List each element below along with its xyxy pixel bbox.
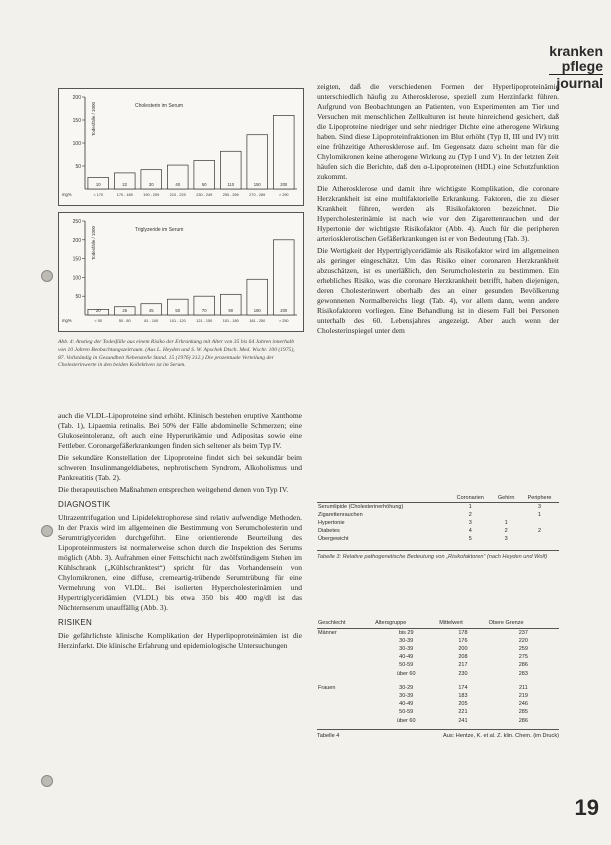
table3-header: Periphere [520, 494, 559, 503]
x-tick-label: 50 - 80 [118, 319, 131, 323]
right-column [317, 82, 559, 338]
diagnostik-heading: DIAGNOSTIK [58, 500, 111, 509]
table4-row [317, 637, 559, 645]
table4-row [317, 692, 559, 700]
table4-cell: 176 [458, 637, 468, 644]
table4-header: Obere Grenze [488, 618, 559, 629]
chart-title: Triglyzeride im Serum [135, 227, 184, 233]
x-tick-label: 210 - 229 [169, 193, 186, 197]
table4-row [317, 709, 559, 717]
bar-value-label: 25 [122, 308, 128, 313]
table4-row [317, 645, 559, 653]
bar-value-label: 110 [227, 182, 235, 187]
x-tick-label: 250 - 269 [222, 193, 239, 197]
binder-hole-top [41, 270, 53, 282]
table4-cell: 246 [518, 701, 528, 708]
x-tick-label: < 50 [94, 319, 102, 323]
bar-value-label: 180 [253, 308, 261, 313]
bar-value-label: 70 [201, 308, 207, 313]
table4-cell: 286 [518, 717, 528, 724]
x-axis-label: mg% [62, 318, 72, 323]
table3-row [317, 511, 559, 519]
table3-cell: 1 [504, 519, 508, 526]
bar-value-label: 40 [175, 182, 181, 187]
table4-cell: 219 [518, 692, 528, 699]
table4-cell: 275 [518, 654, 528, 661]
chart-triglycerides-svg [59, 213, 303, 331]
x-tick-label: 151 - 180 [222, 319, 239, 323]
masthead-line-2: pflege [561, 58, 603, 74]
left-paragraph-3: Die therapeutischen Maßnahmen entsprechen weitgehend denen von Typ IV. [58, 485, 289, 494]
table4-group-label: Männer [318, 629, 337, 636]
x-tick-label: > 250 [278, 319, 289, 323]
diagnostik-text: Ultrazentrifugation und Lipidelektrophorese sind relativ aufwendige Methoden. In der Praxis wird im allgemeinen die Bestimmung von Serumcholesterin und Serumtriglyceriden durchgeführt. Eine orientierende Beurteilung des Lipoproteinmusters ist normalerweise schon durch die Inspektion des Serums möglich (Abb. 3). Aufrahmen einer Fettschicht nach zwölfstündigem Stehen im Kühlschrank („Kühlschranktest“) spricht für das Vorhandensein von Chylomikronen, eine diffuse, cremeartig-trübende Serumtrübung für eine Vermehrung von VLDL. Bei isolierten Hypercholesterinämien und Hypertriglyceridämien (VLDL) bis etwa 350 bis 400 mg/dl ist das Nüchternserum unauffällig (Abb. 3). [58, 513, 302, 612]
chart-cholesterol-svg [59, 89, 303, 205]
table4-cell: 205 [458, 701, 468, 708]
bar-value-label: 90 [228, 308, 234, 313]
y-axis-label: Todesfälle / 1000 [91, 225, 96, 261]
table3-cell [520, 536, 559, 544]
table4-cell: 183 [458, 692, 468, 699]
table4-cell: über 60 [396, 717, 416, 724]
table4-cell: 178 [458, 629, 468, 636]
table4-cell: 30-39 [399, 692, 414, 699]
x-tick-label: > 290 [278, 193, 289, 197]
x-tick-label: 270 - 289 [249, 193, 266, 197]
x-tick-label: 170 - 189 [116, 193, 133, 197]
y-tick-label: 150 [72, 256, 81, 263]
right-paragraph-3: Die Wertigkeit der Hypertriglyceridämie als Risikofaktor wird im allgemeinen als geringer eingeschätzt. Um das Risiko einer coronaren Herzkrankheit abzuschätzen, ist es unerläßlich, den Serumcholesterin zu bestimmen. Ein erhebliches Risiko, was die coronare Herzkrankheit betrifft, haben diejenigen, deren Cholesterinwert oberhalb des an einer gesunden Bevölkerung gewonnenen Normalbereichs liegt (Tab. 4), vor allem dann, wenn andere Risikofaktoren vorliegen. Eine Behandlung ist in diesem Fall bei Personen unterhalb des 60. Lebensjahres angezeigt. Aber auch wenn der Cholesterinspiegel unter dem [317, 246, 559, 335]
table3-cell [492, 503, 520, 512]
table4-row [317, 629, 559, 638]
y-tick-label: 150 [72, 118, 81, 124]
bar [247, 135, 268, 189]
bar-value-label: 22 [122, 182, 128, 187]
table4-cell: 221 [458, 709, 468, 716]
table3-cell [520, 519, 559, 527]
binder-hole-bottom [41, 775, 53, 787]
risiken-heading: RISIKEN [58, 618, 93, 627]
table4-cell: 217 [458, 662, 468, 669]
x-tick-label: 190 - 209 [143, 193, 160, 197]
bar-value-label: 30 [148, 182, 154, 187]
table3-row [317, 503, 559, 512]
table4-row [317, 717, 559, 725]
table3-row [317, 519, 559, 527]
y-axis-label: Todesfälle / 1000 [91, 101, 96, 137]
table4-cell: 30-29 [399, 684, 414, 691]
table4-cell: 211 [518, 684, 528, 691]
table-cholesterol-norms [317, 618, 559, 739]
table3-cell: 4 [468, 528, 472, 535]
table4-cell: 30-39 [399, 637, 414, 644]
figure-caption: Abb. 4: Anstieg der Todesfälle aus einem Risiko der Erkrankung mit Alter von 35 bis 64 Jahren innerhalb von 10 Jahren Beobachtungszeitraum. (Aus L. Heyden und S. W. Apschek Dtsch. Med. Wschr. 100 (1975), 87. Vollständig in Gesundheit Nebenstelle Stand. 15 (1976) 312.) Die prozentuale Verteilung der Cholesterinwerte in den beiden Kollektiven ist im Serum. [58, 339, 295, 369]
table4-cell: 200 [458, 645, 468, 652]
table4-row [317, 684, 559, 692]
table3-header: Coronarien [448, 494, 492, 503]
table4-cell: 259 [518, 645, 528, 652]
x-tick-label: < 170 [93, 193, 104, 197]
y-tick-label: 200 [72, 237, 81, 244]
table4-cell: 237 [518, 629, 528, 636]
masthead-line-3: journal [549, 74, 603, 91]
table3-cell: Übergewicht [318, 536, 349, 543]
x-axis-label: mg% [62, 192, 72, 197]
x-tick-label: 81 - 100 [144, 319, 159, 323]
table4-cell: 30-39 [399, 645, 414, 652]
table3-cell: 3 [538, 503, 542, 510]
chart-title: Cholesterin im Serum [135, 103, 184, 109]
table4-row [317, 654, 559, 662]
y-tick-label: 50 [75, 294, 81, 301]
table3-cell: 2 [538, 528, 542, 535]
bar-value-label: 50 [201, 182, 207, 187]
y-tick-label: 50 [75, 164, 81, 170]
table3-row [317, 536, 559, 544]
chart-cholesterol [58, 88, 304, 206]
table4-header: Mittelwert [438, 618, 487, 629]
bar-value-label: 20 [95, 308, 101, 313]
table4-cell: über 60 [396, 670, 416, 677]
table4-row [317, 662, 559, 670]
table-risk-factors [317, 494, 559, 562]
bar-value-label: 200 [280, 308, 288, 313]
table4-cell: 208 [458, 654, 468, 661]
risiken-text: Die gefährlichste klinische Komplikation der Hyperlipoproteinämien ist die Herzinfarkt. Die klinische Erfahrung und epidemiologische Untersuchungen [58, 631, 302, 650]
table4-caption-source: Aus: Hentze, K. et al. Z. klin. Chem. (im Druck) [443, 733, 559, 740]
left-paragraph-1: auch die VLDL-Lipoproteine sind erhöht. Klinisch bestehen eruptive Xanthome (Tab. 1), Lipaemia retinalis. Bei 50% der Fälle abdominelle Schmerzen; eine Glukoseintoleranz, oft auch eine Hyperurikämie und Adipositas sowie eine Fettleber. Coronargefäßerkrankungen finden sich seltener als beim Typ IV. [58, 411, 302, 450]
bar-value-label: 45 [148, 308, 154, 313]
table3-cell: Diabetes [318, 528, 340, 535]
table3-header [317, 494, 448, 503]
table4-cell: 40-49 [399, 701, 414, 708]
table3-cell: 3 [468, 519, 472, 526]
x-tick-label: 121 - 150 [196, 319, 213, 323]
table4-row [317, 701, 559, 709]
table3-cell: 2 [504, 528, 508, 535]
bar-value-label: 150 [253, 182, 261, 187]
table3-cell: 2 [468, 511, 472, 518]
table3-cell: 1 [468, 503, 472, 510]
table4-caption-label: Tabelle 4 [317, 733, 340, 740]
bar [273, 240, 294, 315]
bar [273, 115, 294, 189]
table4-cell: 283 [518, 670, 528, 677]
table3-cell [492, 511, 520, 519]
table4-cell: 174 [458, 684, 468, 691]
table4-group-label: Frauen [318, 684, 336, 691]
y-tick-label: 250 [72, 219, 81, 225]
table4-header: Geschlecht [317, 618, 374, 629]
table3-cell: 5 [468, 536, 472, 543]
table4-cell: 50-59 [399, 709, 414, 716]
table3-header: Gehirn [492, 494, 520, 503]
table4-cell: 230 [458, 670, 468, 677]
table4-cell: 285 [518, 709, 528, 716]
binder-hole-middle [41, 525, 53, 537]
x-tick-label: 181 - 250 [249, 319, 266, 323]
x-tick-label: 101 - 120 [169, 319, 186, 323]
table4-header: Altersgruppe [374, 618, 438, 629]
table3-row [317, 528, 559, 536]
bar-value-label: 50 [175, 308, 181, 313]
table3-cell: Zigarettenrauchen [318, 511, 363, 518]
table3-cell: 3 [504, 536, 508, 543]
table3-caption: Tabelle 3: Relative pathogenetische Bedeutung von „Risikofaktoren“ (nach Heyden und Wolf) [317, 550, 559, 562]
table4-cell: 40-49 [399, 654, 414, 661]
right-paragraph-1: zeigten, daß die verschiedenen Formen der Hyperlipoproteinämie unterschiedlich häufig zu Atherosklerose, speziell zum Herzinfarkt führen. Aufgrund von Beobachtungen an Patienten, von Experimenten am Tier und Versuchen mit menschlichen Zellkulturen ist heute hinreichend gesichert, daß die Lipoproteine niedriger und sehr niedriger Dichte eine atherogene Wirkung haben. Sind diese Lipoproteinfraktionen im Blut erhöht (Typ II, III und IV) tritt eine frühzeitige Atherosklerose auf. Im Gegensatz dazu scheint man für die Chylomikronen keine atherogene Wirkung zu (Typ I und V). In der letzten Zeit häufen sich die Berichte, daß den α-Lipoproteinen (HDL) eine Schutzfunktion zukommt. [317, 82, 559, 181]
table4-header-row [317, 618, 559, 629]
table3-cell: Serumlipide (Cholesterinerhöhung) [318, 503, 404, 510]
left-paragraph-2: Die sekundäre Konstellation der Lipoproteine findet sich bei sekundär beim schweren Insulinmangeldiabetes, nephrotischem Syndrom, Alkoholismus und Pankreatitis (Tab. 2). [58, 453, 302, 482]
table4-row [317, 670, 559, 678]
table3-cell: 1 [538, 511, 542, 518]
table4-cell: 220 [518, 637, 528, 644]
bar-value-label: 200 [280, 182, 288, 187]
table4-caption [317, 729, 559, 739]
table3-header-row [317, 494, 559, 503]
page-number: 19 [574, 795, 599, 820]
left-column [58, 411, 302, 653]
table4-cell: bis 29 [398, 629, 414, 636]
table4-cell: 50-59 [399, 662, 414, 669]
y-tick-label: 100 [72, 275, 81, 282]
chart-triglycerides [58, 212, 304, 332]
bar-value-label: 10 [95, 182, 101, 187]
y-tick-label: 200 [72, 95, 81, 101]
right-paragraph-2: Die Atherosklerose und damit ihre wichtigste Komplikation, die coronare Herzkrankheit ist eine multifaktorielle Erkrankung. Faktoren, die zu dieser Krankheit führen, werden als Risikofaktoren bezeichnet. Die Hypercholesterinämie ist nach wie vor den Zigarettenrauchen und der Hypertonie der wichtigste Risikofaktor (Abb. 4). Auch für die peripheren arteriosklerotischen Gefäßerkrankungen ist er von Bedeutung (Tab. 3). [317, 184, 559, 243]
table3-cell: Hypertonie [318, 519, 345, 526]
x-tick-label: 230 - 249 [196, 193, 213, 197]
table4-cell: 241 [458, 717, 468, 724]
y-tick-label: 100 [72, 141, 81, 147]
table4-cell: 286 [518, 662, 528, 669]
masthead-line-1: kranken [549, 43, 603, 59]
